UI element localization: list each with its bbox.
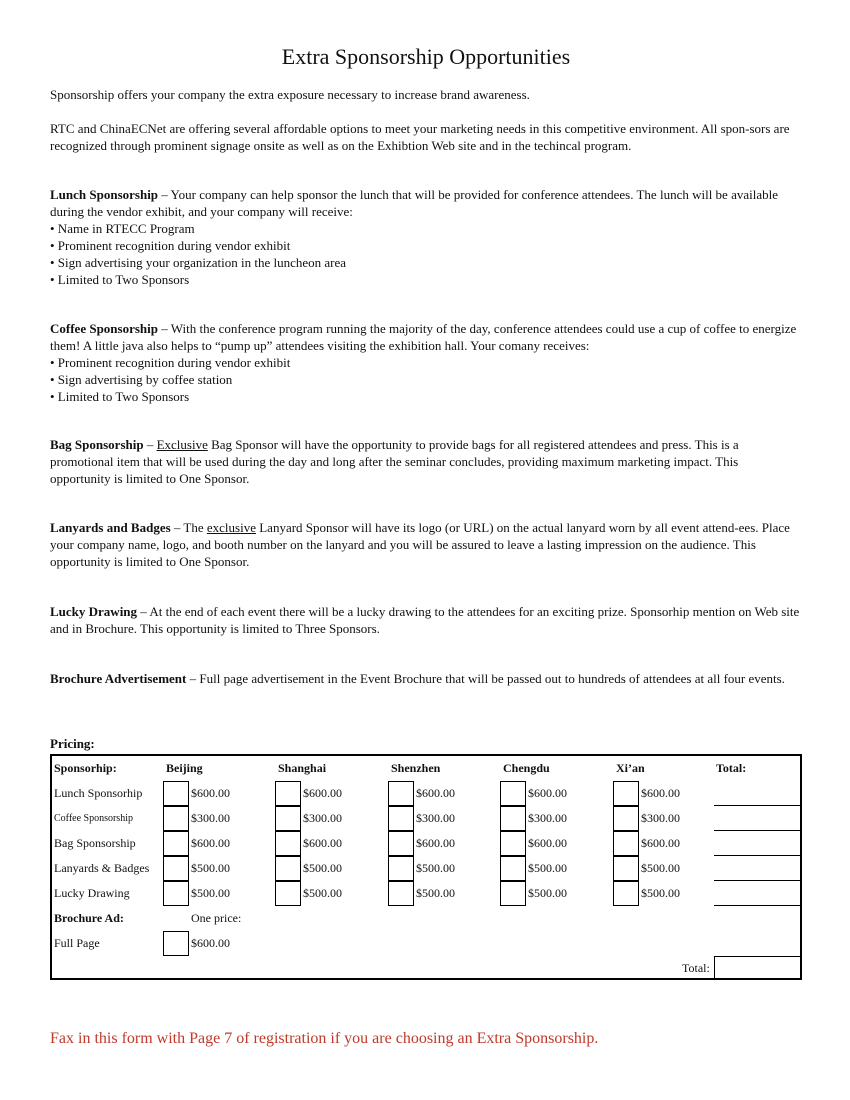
pricing-table [50,754,802,980]
lanyards-heading: Lanyards and Badges [50,520,171,535]
checkbox-chengdu[interactable] [500,831,526,856]
checkbox-shanghai[interactable] [275,881,301,906]
price: $500.00 [416,861,455,875]
price: $600.00 [303,786,342,800]
price: $600.00 [191,786,230,800]
header-beijing: Beijing [166,761,203,775]
row-name: Bag Sponsorship [54,836,136,850]
checkbox-full-page[interactable] [163,931,189,956]
lunch-text: – Your company can help sponsor the lunch that will be provided for conference attendees. The lunch will be available during the vendor exhibit, and your company will receive: [50,187,778,219]
price: $500.00 [641,886,680,900]
header-shenzhen: Shenzhen [391,761,441,775]
checkbox-shenzhen[interactable] [388,781,414,806]
price: $600.00 [191,836,230,850]
price: $300.00 [416,811,455,825]
brochure-heading: Brochure Advertisement [50,671,187,686]
checkbox-beijing[interactable] [163,856,189,881]
grand-total-label: Total: [682,961,710,975]
price: $500.00 [416,886,455,900]
header-xian: Xi’an [616,761,645,775]
lunch-bullet: • Prominent recognition during vendor exhibit [50,238,291,253]
checkbox-chengdu[interactable] [500,881,526,906]
checkbox-shenzhen[interactable] [388,856,414,881]
row-name: Lunch Sponsorhip [54,786,143,800]
brochure-section [50,670,802,687]
full-page-price: $600.00 [191,936,230,950]
coffee-text: – With the conference program running the majority of the day, conference attendees could use a cup of coffee to energize them! A little java also helps to “pump up” attendees visiting the exhibition hall. Your comany receives: [50,321,797,353]
checkbox-beijing[interactable] [163,781,189,806]
checkbox-xian[interactable] [613,881,639,906]
coffee-bullet: • Limited to Two Sponsors [50,389,190,404]
price: $500.00 [641,861,680,875]
price: $300.00 [641,811,680,825]
total-field[interactable] [714,806,802,831]
full-page-label: Full Page [54,936,100,950]
header-shanghai: Shanghai [278,761,327,775]
pricing-label: Pricing: [50,736,95,751]
lunch-section [50,186,802,288]
price: $300.00 [303,811,342,825]
checkbox-shenzhen[interactable] [388,831,414,856]
bag-section [50,436,802,487]
lucky-text: – At the end of each event there will be a lucky drawing to the attendees for an exciting prize. Sponsorhip mention on Web site and in Brochure. This opportunity is limited to Three Sponsors. [50,604,800,636]
checkbox-shenzhen[interactable] [388,806,414,831]
checkbox-xian[interactable] [613,781,639,806]
lunch-bullet: • Name in RTECC Program [50,221,195,236]
checkbox-shenzhen[interactable] [388,881,414,906]
lucky-section [50,603,802,637]
coffee-bullet: • Prominent recognition during vendor exhibit [50,355,291,370]
total-field[interactable] [714,781,802,806]
checkbox-chengdu[interactable] [500,781,526,806]
price: $600.00 [528,836,567,850]
price: $600.00 [416,786,455,800]
coffee-heading: Coffee Sponsorship [50,321,158,336]
price: $300.00 [191,811,230,825]
checkbox-beijing[interactable] [163,806,189,831]
checkbox-beijing[interactable] [163,831,189,856]
price: $600.00 [641,836,680,850]
bag-text: Bag Sponsor will have the opportunity to provide bags for all registered attendees and press. This is a promotional item that will be used during the day and long after the seminar concludes, providing maximum marketing impact. This opportunity is limited to One Sponsor. [50,437,739,486]
checkbox-xian[interactable] [613,856,639,881]
price: $500.00 [303,861,342,875]
row-name: Coffee Sponsorship [54,813,133,824]
fax-note: Fax in this form with Page 7 of registration if you are choosing an Extra Sponsorship. [50,1030,599,1047]
lunch-bullet: • Sign advertising your organization in the luncheon area [50,255,347,270]
row-name: Lucky Drawing [54,886,130,900]
bag-dash: – [143,437,157,452]
total-field[interactable] [714,831,802,856]
header-chengdu: Chengdu [503,761,550,775]
price: $500.00 [528,861,567,875]
checkbox-chengdu[interactable] [500,806,526,831]
price: $600.00 [528,786,567,800]
brochure-ad-label: Brochure Ad: [54,911,124,925]
grand-total-field[interactable] [714,956,802,980]
intro-1: Sponsorship offers your company the extra exposure necessary to increase brand awareness. [50,87,530,102]
total-field[interactable] [714,856,802,881]
price: $600.00 [303,836,342,850]
checkbox-shanghai[interactable] [275,781,301,806]
price: $500.00 [303,886,342,900]
checkbox-shanghai[interactable] [275,831,301,856]
lanyards-text: Lanyard Sponsor will have its logo (or URL) on the actual lanyard worn by all event attend-ees. Place your company name, logo, and booth number on the lanyard and you will be assured to leave a lasting impression on the audience. This opportunity is limited to One Sponsor. [50,520,790,569]
intro-2: RTC and ChinaECNet are offering several affordable options to meet your marketing needs in this competitive environment. All spon-sors are recognized through prominent signage onsite as well as on the Exhibtion Web site and in the techincal program. [50,121,790,153]
price: $500.00 [191,861,230,875]
coffee-section [50,320,802,405]
brochure-text: – Full page advertisement in the Event Brochure that will be passed out to hundreds of attendees at all four events. [186,671,785,686]
checkbox-xian[interactable] [613,806,639,831]
price: $600.00 [641,786,680,800]
bag-exclusive: Exclusive [156,437,208,452]
lunch-heading: Lunch Sponsorship [50,187,159,202]
lunch-bullet: • Limited to Two Sponsors [50,272,190,287]
price: $500.00 [528,886,567,900]
header-total: Total: [716,761,747,775]
lanyards-dash: – The [170,520,207,535]
lucky-heading: Lucky Drawing [50,604,138,619]
checkbox-shanghai[interactable] [275,856,301,881]
checkbox-shanghai[interactable] [275,806,301,831]
checkbox-beijing[interactable] [163,881,189,906]
checkbox-chengdu[interactable] [500,856,526,881]
coffee-bullet: • Sign advertising by coffee station [50,372,233,387]
header-sponsorship: Sponsorhip: [54,761,117,775]
price: $500.00 [191,886,230,900]
total-field[interactable] [714,881,802,906]
checkbox-xian[interactable] [613,831,639,856]
lanyards-section [50,519,802,570]
price: $300.00 [528,811,567,825]
bag-heading: Bag Sponsorship [50,437,144,452]
price: $600.00 [416,836,455,850]
row-name: Lanyards & Badges [54,861,150,875]
one-price-label: One price: [191,911,242,925]
page-title: Extra Sponsorship Opportunities [281,44,571,69]
lanyards-exclusive: exclusive [206,520,256,535]
